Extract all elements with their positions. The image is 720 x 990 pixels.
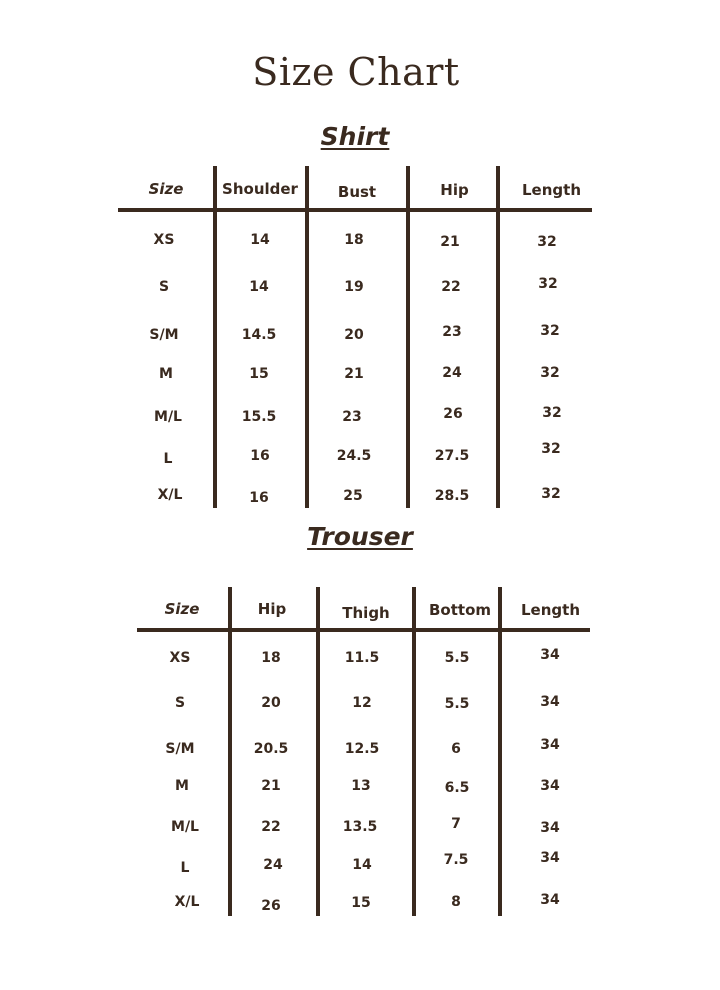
shirt-header-bust: Bust (337, 183, 377, 201)
shirt-cell-length: 32 (540, 365, 560, 381)
shirt-cell-bust: 21 (344, 366, 364, 382)
shirt-column-divider (213, 166, 217, 508)
trouser-cell-hip: 21 (261, 778, 281, 794)
trouser-cell-length: 34 (540, 647, 560, 663)
trouser-cell-size: S/M (165, 741, 195, 757)
shirt-cell-shoulder: 14 (250, 232, 270, 248)
trouser-cell-thigh: 12.5 (344, 741, 380, 757)
shirt-cell-size: S/M (149, 327, 179, 343)
trouser-cell-length: 34 (540, 737, 560, 753)
trouser-cell-thigh: 12 (352, 695, 372, 711)
shirt-cell-size: L (163, 451, 173, 467)
shirt-cell-hip: 26 (443, 406, 463, 422)
trouser-cell-bottom: 7 (451, 816, 461, 832)
shirt-cell-bust: 19 (344, 279, 364, 295)
trouser-cell-bottom: 8 (451, 894, 461, 910)
trouser-cell-hip: 22 (261, 819, 281, 835)
trouser-header-bottom: Bottom (428, 601, 491, 619)
shirt-cell-bust: 24.5 (336, 448, 372, 464)
shirt-header-shoulder: Shoulder (222, 180, 298, 198)
shirt-header-hip: Hip (440, 181, 469, 199)
trouser-column-divider (498, 587, 502, 916)
shirt-cell-bust: 20 (344, 327, 364, 343)
shirt-header-rule (118, 208, 592, 212)
trouser-cell-size: M (175, 778, 189, 794)
trouser-cell-size: M/L (171, 819, 199, 835)
trouser-cell-hip: 26 (261, 898, 281, 914)
trouser-cell-size: S (174, 695, 186, 711)
trouser-cell-thigh: 13 (351, 778, 371, 794)
trouser-column-divider (412, 587, 416, 916)
trouser-cell-thigh: 14 (352, 857, 372, 873)
shirt-cell-size: X/L (157, 487, 183, 503)
shirt-header-length: Length (522, 181, 581, 199)
shirt-cell-length: 32 (542, 405, 562, 421)
shirt-cell-size: M (159, 366, 173, 382)
trouser-cell-bottom: 6.5 (444, 780, 470, 796)
shirt-column-divider (406, 166, 410, 508)
shirt-cell-hip: 22 (441, 279, 461, 295)
trouser-column-divider (228, 587, 232, 916)
trouser-cell-hip: 18 (261, 650, 281, 666)
shirt-cell-size: S (158, 279, 170, 295)
shirt-cell-length: 32 (537, 234, 557, 250)
trouser-cell-hip: 20 (261, 695, 281, 711)
shirt-cell-shoulder: 16 (249, 490, 269, 506)
shirt-cell-hip: 24 (442, 365, 462, 381)
trouser-cell-bottom: 7.5 (443, 852, 469, 868)
shirt-cell-shoulder: 16 (250, 448, 270, 464)
trouser-header-hip: Hip (257, 600, 287, 618)
trouser-cell-thigh: 15 (351, 895, 371, 911)
trouser-cell-length: 34 (540, 892, 560, 908)
shirt-cell-hip: 23 (442, 324, 462, 340)
shirt-cell-length: 32 (541, 441, 561, 457)
trouser-cell-size: X/L (174, 894, 200, 910)
trouser-cell-bottom: 5.5 (444, 650, 470, 666)
trouser-column-divider (316, 587, 320, 916)
shirt-cell-length: 32 (540, 323, 560, 339)
trouser-cell-size: L (180, 860, 190, 876)
trouser-cell-bottom: 5.5 (444, 696, 470, 712)
shirt-cell-shoulder: 15.5 (241, 409, 277, 425)
shirt-cell-hip: 28.5 (434, 488, 470, 504)
shirt-header-size: Size (148, 180, 184, 198)
shirt-column-divider (305, 166, 309, 508)
shirt-cell-size: XS (153, 232, 175, 248)
trouser-section-title: Trouser (307, 522, 413, 551)
trouser-cell-hip: 24 (263, 857, 283, 873)
trouser-cell-thigh: 11.5 (344, 650, 380, 666)
shirt-cell-size: M/L (154, 409, 182, 425)
trouser-cell-thigh: 13.5 (342, 819, 378, 835)
shirt-cell-bust: 23 (342, 409, 362, 425)
shirt-cell-hip: 27.5 (434, 448, 470, 464)
trouser-cell-length: 34 (540, 694, 560, 710)
shirt-cell-bust: 25 (343, 488, 363, 504)
shirt-cell-length: 32 (541, 486, 561, 502)
shirt-cell-bust: 18 (344, 232, 364, 248)
trouser-cell-length: 34 (540, 820, 560, 836)
trouser-header-thigh: Thigh (342, 604, 390, 622)
trouser-header-size: Size (164, 600, 200, 618)
trouser-cell-length: 34 (540, 850, 560, 866)
trouser-cell-bottom: 6 (451, 741, 461, 757)
trouser-cell-size: XS (169, 650, 191, 666)
shirt-cell-shoulder: 15 (249, 366, 269, 382)
shirt-cell-shoulder: 14 (249, 279, 269, 295)
shirt-column-divider (496, 166, 500, 508)
shirt-cell-shoulder: 14.5 (241, 327, 277, 343)
shirt-cell-hip: 21 (440, 234, 460, 250)
trouser-cell-length: 34 (540, 778, 560, 794)
shirt-section-title: Shirt (320, 122, 390, 151)
shirt-cell-length: 32 (538, 276, 558, 292)
page-title: Size Chart (252, 50, 460, 94)
trouser-cell-hip: 20.5 (253, 741, 289, 757)
trouser-header-length: Length (521, 601, 580, 619)
trouser-header-rule (137, 628, 590, 632)
